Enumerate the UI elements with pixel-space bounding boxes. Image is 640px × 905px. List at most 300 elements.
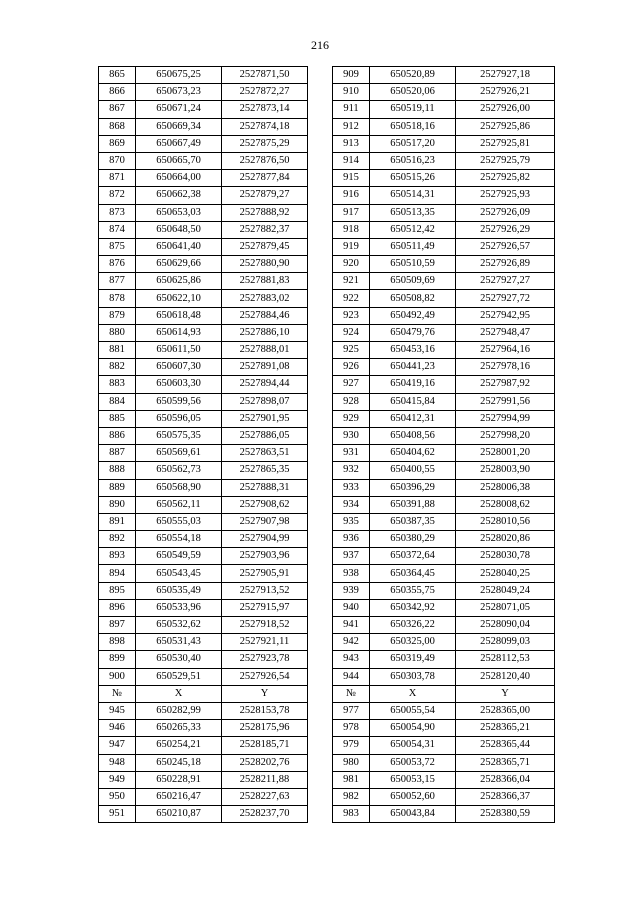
y-coordinate-cell: 2527927,27 (456, 273, 555, 290)
x-coordinate-cell: 650671,24 (136, 101, 222, 118)
point-number-cell: 886 (99, 427, 136, 444)
table-row (333, 634, 555, 651)
y-coordinate-cell: 2527873,14 (222, 101, 308, 118)
x-coordinate-cell: 650319,49 (370, 651, 456, 668)
x-coordinate-cell: 650533,96 (136, 599, 222, 616)
y-coordinate-cell: 2528365,00 (456, 702, 555, 719)
y-coordinate-cell: 2528211,88 (222, 771, 308, 788)
x-coordinate-cell: 650391,88 (370, 496, 456, 513)
y-coordinate-cell: 2527926,89 (456, 256, 555, 273)
point-number-cell: 895 (99, 582, 136, 599)
table-row (99, 118, 308, 135)
table-row (333, 702, 555, 719)
point-number-cell: 941 (333, 617, 370, 634)
table-row (99, 376, 308, 393)
y-coordinate-cell: 2528090,04 (456, 617, 555, 634)
x-coordinate-cell: 650342,92 (370, 599, 456, 616)
x-coordinate-cell: 650245,18 (136, 754, 222, 771)
point-number-cell: 873 (99, 204, 136, 221)
point-number-cell: 939 (333, 582, 370, 599)
point-number-cell: 926 (333, 359, 370, 376)
point-number-cell: 948 (99, 754, 136, 771)
x-coordinate-cell: 650372,64 (370, 548, 456, 565)
point-number-cell: 881 (99, 342, 136, 359)
point-number-cell: 920 (333, 256, 370, 273)
table-row (99, 754, 308, 771)
point-number-cell: 877 (99, 273, 136, 290)
y-coordinate-cell: 2527921,11 (222, 634, 308, 651)
point-number-cell: 871 (99, 170, 136, 187)
point-number-cell: 918 (333, 221, 370, 238)
point-number-cell: 892 (99, 531, 136, 548)
x-coordinate-cell: 650519,11 (370, 101, 456, 118)
point-number-cell: 978 (333, 720, 370, 737)
y-coordinate-cell: 2528099,03 (456, 634, 555, 651)
y-coordinate-cell: 2527884,46 (222, 307, 308, 324)
y-coordinate-cell: 2527894,44 (222, 376, 308, 393)
x-coordinate-cell: 650543,45 (136, 565, 222, 582)
table-row (333, 324, 555, 341)
y-coordinate-cell: 2528040,25 (456, 565, 555, 582)
y-coordinate-cell: 2528365,71 (456, 754, 555, 771)
table-row (99, 531, 308, 548)
point-number-cell: 983 (333, 806, 370, 823)
point-number-cell: 951 (99, 806, 136, 823)
table-row (99, 617, 308, 634)
table-row (333, 651, 555, 668)
coordinates-table-left (98, 66, 308, 823)
table-row (333, 170, 555, 187)
x-coordinate-cell: 650535,49 (136, 582, 222, 599)
x-coordinate-cell: 650052,60 (370, 788, 456, 805)
point-number-cell: 922 (333, 290, 370, 307)
table-row (99, 238, 308, 255)
x-coordinate-cell: 650614,93 (136, 324, 222, 341)
y-coordinate-cell: 2528001,20 (456, 445, 555, 462)
table-row (99, 806, 308, 823)
y-coordinate-cell: 2527904,99 (222, 531, 308, 548)
y-coordinate-cell: 2527925,81 (456, 135, 555, 152)
x-coordinate-cell: 650518,16 (370, 118, 456, 135)
x-coordinate-cell: 650325,00 (370, 634, 456, 651)
y-coordinate-cell: 2527907,98 (222, 513, 308, 530)
y-coordinate-cell: 2528006,38 (456, 479, 555, 496)
x-coordinate-cell: 650599,56 (136, 393, 222, 410)
table-row (99, 221, 308, 238)
point-number-cell: 945 (99, 702, 136, 719)
table-row (99, 101, 308, 118)
x-coordinate-cell: 650516,23 (370, 152, 456, 169)
point-number-cell: 897 (99, 617, 136, 634)
x-coordinate-cell: 650531,43 (136, 634, 222, 651)
y-coordinate-cell: 2527926,09 (456, 204, 555, 221)
y-coordinate-cell: 2528175,96 (222, 720, 308, 737)
y-coordinate-cell: 2528049,24 (456, 582, 555, 599)
table-row (99, 307, 308, 324)
x-header: X (370, 685, 456, 702)
table-row (99, 788, 308, 805)
y-coordinate-cell: 2528380,59 (456, 806, 555, 823)
x-coordinate-cell: 650665,70 (136, 152, 222, 169)
point-number-cell: 929 (333, 410, 370, 427)
y-coordinate-cell: 2527882,37 (222, 221, 308, 238)
x-coordinate-cell: 650054,90 (370, 720, 456, 737)
point-number-cell: 909 (333, 67, 370, 84)
x-coordinate-cell: 650053,72 (370, 754, 456, 771)
table-row (333, 496, 555, 513)
table-row (333, 737, 555, 754)
table-row (99, 599, 308, 616)
y-coordinate-cell: 2527898,07 (222, 393, 308, 410)
y-coordinate-cell: 2527998,20 (456, 427, 555, 444)
x-coordinate-cell: 650675,25 (136, 67, 222, 84)
x-coordinate-cell: 650043,84 (370, 806, 456, 823)
y-coordinate-cell: 2528365,44 (456, 737, 555, 754)
point-number-cell: 870 (99, 152, 136, 169)
point-number-cell: 928 (333, 393, 370, 410)
point-number-cell: 935 (333, 513, 370, 530)
x-coordinate-cell: 650575,35 (136, 427, 222, 444)
x-coordinate-cell: 650055,54 (370, 702, 456, 719)
point-number-cell: 883 (99, 376, 136, 393)
table-row (99, 651, 308, 668)
table-row (333, 531, 555, 548)
y-coordinate-cell: 2528010,56 (456, 513, 555, 530)
x-coordinate-cell: 650408,56 (370, 427, 456, 444)
point-number-cell: 880 (99, 324, 136, 341)
x-coordinate-cell: 650515,26 (370, 170, 456, 187)
x-coordinate-cell: 650228,91 (136, 771, 222, 788)
table-row (333, 565, 555, 582)
x-coordinate-cell: 650415,84 (370, 393, 456, 410)
point-number-cell: 891 (99, 513, 136, 530)
x-coordinate-cell: 650512,42 (370, 221, 456, 238)
point-number-cell: 949 (99, 771, 136, 788)
y-coordinate-cell: 2527901,95 (222, 410, 308, 427)
x-coordinate-cell: 650607,30 (136, 359, 222, 376)
x-coordinate-cell: 650510,59 (370, 256, 456, 273)
point-number-cell: 911 (333, 101, 370, 118)
table-row (99, 668, 308, 685)
y-coordinate-cell: 2527927,18 (456, 67, 555, 84)
point-number-cell: 982 (333, 788, 370, 805)
x-coordinate-cell: 650054,31 (370, 737, 456, 754)
point-number-cell: 893 (99, 548, 136, 565)
x-coordinate-cell: 650364,45 (370, 565, 456, 582)
point-number-cell: 889 (99, 479, 136, 496)
y-coordinate-cell: 2527978,16 (456, 359, 555, 376)
y-coordinate-cell: 2528003,90 (456, 462, 555, 479)
table-row (99, 170, 308, 187)
point-number-cell: 874 (99, 221, 136, 238)
point-number-cell: 936 (333, 531, 370, 548)
point-number-cell: 884 (99, 393, 136, 410)
table-row (333, 290, 555, 307)
x-coordinate-cell: 650412,31 (370, 410, 456, 427)
y-coordinate-cell: 2528227,63 (222, 788, 308, 805)
point-number-cell: 868 (99, 118, 136, 135)
x-coordinate-cell: 650453,16 (370, 342, 456, 359)
x-coordinate-cell: 650520,89 (370, 67, 456, 84)
y-coordinate-cell: 2527925,86 (456, 118, 555, 135)
point-number-cell: 890 (99, 496, 136, 513)
x-coordinate-cell: 650326,22 (370, 617, 456, 634)
x-header: X (136, 685, 222, 702)
point-number-cell: 872 (99, 187, 136, 204)
x-coordinate-cell: 650387,35 (370, 513, 456, 530)
table-row (99, 187, 308, 204)
table-row (99, 737, 308, 754)
point-number-cell: 913 (333, 135, 370, 152)
x-coordinate-cell: 650513,35 (370, 204, 456, 221)
y-coordinate-cell: 2527876,50 (222, 152, 308, 169)
table-row (333, 84, 555, 101)
y-coordinate-cell: 2527925,79 (456, 152, 555, 169)
y-coordinate-cell: 2527891,08 (222, 359, 308, 376)
point-number-cell: 916 (333, 187, 370, 204)
x-coordinate-cell: 650254,21 (136, 737, 222, 754)
point-number-cell: 925 (333, 342, 370, 359)
y-coordinate-cell: 2527925,82 (456, 170, 555, 187)
table-row (99, 204, 308, 221)
table-row (333, 754, 555, 771)
point-number-cell: 876 (99, 256, 136, 273)
x-coordinate-cell: 650508,82 (370, 290, 456, 307)
x-coordinate-cell: 650520,06 (370, 84, 456, 101)
x-coordinate-cell: 650492,49 (370, 307, 456, 324)
y-coordinate-cell: 2527879,45 (222, 238, 308, 255)
x-coordinate-cell: 650517,20 (370, 135, 456, 152)
point-number-cell: 900 (99, 668, 136, 685)
point-number-cell: 932 (333, 462, 370, 479)
x-coordinate-cell: 650282,99 (136, 702, 222, 719)
point-number-cell: 915 (333, 170, 370, 187)
y-coordinate-cell: 2528120,40 (456, 668, 555, 685)
x-coordinate-cell: 650667,49 (136, 135, 222, 152)
point-number-cell: 912 (333, 118, 370, 135)
x-coordinate-cell: 650673,23 (136, 84, 222, 101)
y-coordinate-cell: 2527942,95 (456, 307, 555, 324)
y-coordinate-cell: 2527875,29 (222, 135, 308, 152)
table-row (333, 152, 555, 169)
y-coordinate-cell: 2527903,96 (222, 548, 308, 565)
y-coordinate-cell: 2527877,84 (222, 170, 308, 187)
table-row (333, 617, 555, 634)
x-coordinate-cell: 650618,48 (136, 307, 222, 324)
table-row (333, 445, 555, 462)
table-row (99, 445, 308, 462)
point-number-cell: 980 (333, 754, 370, 771)
x-coordinate-cell: 650664,00 (136, 170, 222, 187)
table-row (99, 462, 308, 479)
y-coordinate-cell: 2527886,10 (222, 324, 308, 341)
y-header: Y (222, 685, 308, 702)
point-number-cell: 938 (333, 565, 370, 582)
number-header: № (333, 685, 370, 702)
x-coordinate-cell: 650216,47 (136, 788, 222, 805)
y-coordinate-cell: 2528237,70 (222, 806, 308, 823)
table-row (99, 513, 308, 530)
x-coordinate-cell: 650303,78 (370, 668, 456, 685)
table-row (99, 479, 308, 496)
point-number-cell: 944 (333, 668, 370, 685)
y-coordinate-cell: 2527926,29 (456, 221, 555, 238)
table-row (99, 634, 308, 651)
y-coordinate-cell: 2527908,62 (222, 496, 308, 513)
table-row (99, 582, 308, 599)
table-row (99, 273, 308, 290)
x-coordinate-cell: 650603,30 (136, 376, 222, 393)
y-coordinate-cell: 2527964,16 (456, 342, 555, 359)
x-coordinate-cell: 650514,31 (370, 187, 456, 204)
point-number-cell: 919 (333, 238, 370, 255)
table-row (333, 410, 555, 427)
table-row (99, 427, 308, 444)
y-coordinate-cell: 2528008,62 (456, 496, 555, 513)
table-row (333, 771, 555, 788)
point-number-cell: 931 (333, 445, 370, 462)
table-row (99, 324, 308, 341)
y-coordinate-cell: 2528030,78 (456, 548, 555, 565)
x-coordinate-cell: 650265,33 (136, 720, 222, 737)
y-coordinate-cell: 2528366,04 (456, 771, 555, 788)
table-row (99, 410, 308, 427)
table-row (99, 359, 308, 376)
x-coordinate-cell: 650479,76 (370, 324, 456, 341)
point-number-cell: 950 (99, 788, 136, 805)
table-row (99, 496, 308, 513)
point-number-cell: 937 (333, 548, 370, 565)
point-number-cell: 947 (99, 737, 136, 754)
table-row (99, 152, 308, 169)
table-row (333, 668, 555, 685)
point-number-cell: 875 (99, 238, 136, 255)
x-coordinate-cell: 650641,40 (136, 238, 222, 255)
y-coordinate-cell: 2527915,97 (222, 599, 308, 616)
point-number-cell: 917 (333, 204, 370, 221)
y-coordinate-cell: 2527883,02 (222, 290, 308, 307)
table-row (333, 135, 555, 152)
y-coordinate-cell: 2528153,78 (222, 702, 308, 719)
y-coordinate-cell: 2527926,00 (456, 101, 555, 118)
table-row (333, 187, 555, 204)
table-row (333, 273, 555, 290)
x-coordinate-cell: 650529,51 (136, 668, 222, 685)
y-coordinate-cell: 2527872,27 (222, 84, 308, 101)
x-coordinate-cell: 650568,90 (136, 479, 222, 496)
table-row (333, 256, 555, 273)
point-number-cell: 866 (99, 84, 136, 101)
y-coordinate-cell: 2527991,56 (456, 393, 555, 410)
header-row (333, 685, 555, 702)
point-number-cell: 867 (99, 101, 136, 118)
y-header: Y (456, 685, 555, 702)
y-coordinate-cell: 2527926,54 (222, 668, 308, 685)
table-row (333, 513, 555, 530)
point-number-cell: 924 (333, 324, 370, 341)
y-coordinate-cell: 2527880,90 (222, 256, 308, 273)
x-coordinate-cell: 650562,11 (136, 496, 222, 513)
table-row (99, 256, 308, 273)
point-number-cell: 943 (333, 651, 370, 668)
x-coordinate-cell: 650400,55 (370, 462, 456, 479)
x-coordinate-cell: 650404,62 (370, 445, 456, 462)
table-row (99, 720, 308, 737)
point-number-cell: 914 (333, 152, 370, 169)
y-coordinate-cell: 2527918,52 (222, 617, 308, 634)
x-coordinate-cell: 650629,66 (136, 256, 222, 273)
header-row (99, 685, 308, 702)
y-coordinate-cell: 2527913,52 (222, 582, 308, 599)
point-number-cell: 885 (99, 410, 136, 427)
point-number-cell: 898 (99, 634, 136, 651)
y-coordinate-cell: 2527994,99 (456, 410, 555, 427)
y-coordinate-cell: 2527923,78 (222, 651, 308, 668)
point-number-cell: 879 (99, 307, 136, 324)
x-coordinate-cell: 650653,03 (136, 204, 222, 221)
x-coordinate-cell: 650562,73 (136, 462, 222, 479)
y-coordinate-cell: 2527925,93 (456, 187, 555, 204)
point-number-cell: 942 (333, 634, 370, 651)
table-row (333, 101, 555, 118)
table-row (333, 582, 555, 599)
x-coordinate-cell: 650554,18 (136, 531, 222, 548)
y-coordinate-cell: 2527874,18 (222, 118, 308, 135)
table-row (99, 67, 308, 84)
table-row (333, 720, 555, 737)
x-coordinate-cell: 650053,15 (370, 771, 456, 788)
point-number-cell: 933 (333, 479, 370, 496)
point-number-cell: 977 (333, 702, 370, 719)
x-coordinate-cell: 650419,16 (370, 376, 456, 393)
x-coordinate-cell: 650511,49 (370, 238, 456, 255)
table-row (333, 548, 555, 565)
point-number-cell: 934 (333, 496, 370, 513)
x-coordinate-cell: 650648,50 (136, 221, 222, 238)
point-number-cell: 923 (333, 307, 370, 324)
table-row (333, 238, 555, 255)
number-header: № (99, 685, 136, 702)
point-number-cell: 927 (333, 376, 370, 393)
y-coordinate-cell: 2527886,05 (222, 427, 308, 444)
table-row (99, 135, 308, 152)
table-row (333, 427, 555, 444)
y-coordinate-cell: 2527987,92 (456, 376, 555, 393)
y-coordinate-cell: 2527871,50 (222, 67, 308, 84)
point-number-cell: 921 (333, 273, 370, 290)
y-coordinate-cell: 2528202,76 (222, 754, 308, 771)
table-row (99, 84, 308, 101)
y-coordinate-cell: 2527863,51 (222, 445, 308, 462)
x-coordinate-cell: 650396,29 (370, 479, 456, 496)
table-row (333, 204, 555, 221)
x-coordinate-cell: 650530,40 (136, 651, 222, 668)
x-coordinate-cell: 650596,05 (136, 410, 222, 427)
y-coordinate-cell: 2528020,86 (456, 531, 555, 548)
point-number-cell: 894 (99, 565, 136, 582)
table-row (333, 118, 555, 135)
point-number-cell: 981 (333, 771, 370, 788)
y-coordinate-cell: 2528185,71 (222, 737, 308, 754)
table-row (333, 67, 555, 84)
point-number-cell: 910 (333, 84, 370, 101)
x-coordinate-cell: 650441,23 (370, 359, 456, 376)
y-coordinate-cell: 2528071,05 (456, 599, 555, 616)
table-row (99, 290, 308, 307)
point-number-cell: 946 (99, 720, 136, 737)
point-number-cell: 896 (99, 599, 136, 616)
table-row (333, 788, 555, 805)
